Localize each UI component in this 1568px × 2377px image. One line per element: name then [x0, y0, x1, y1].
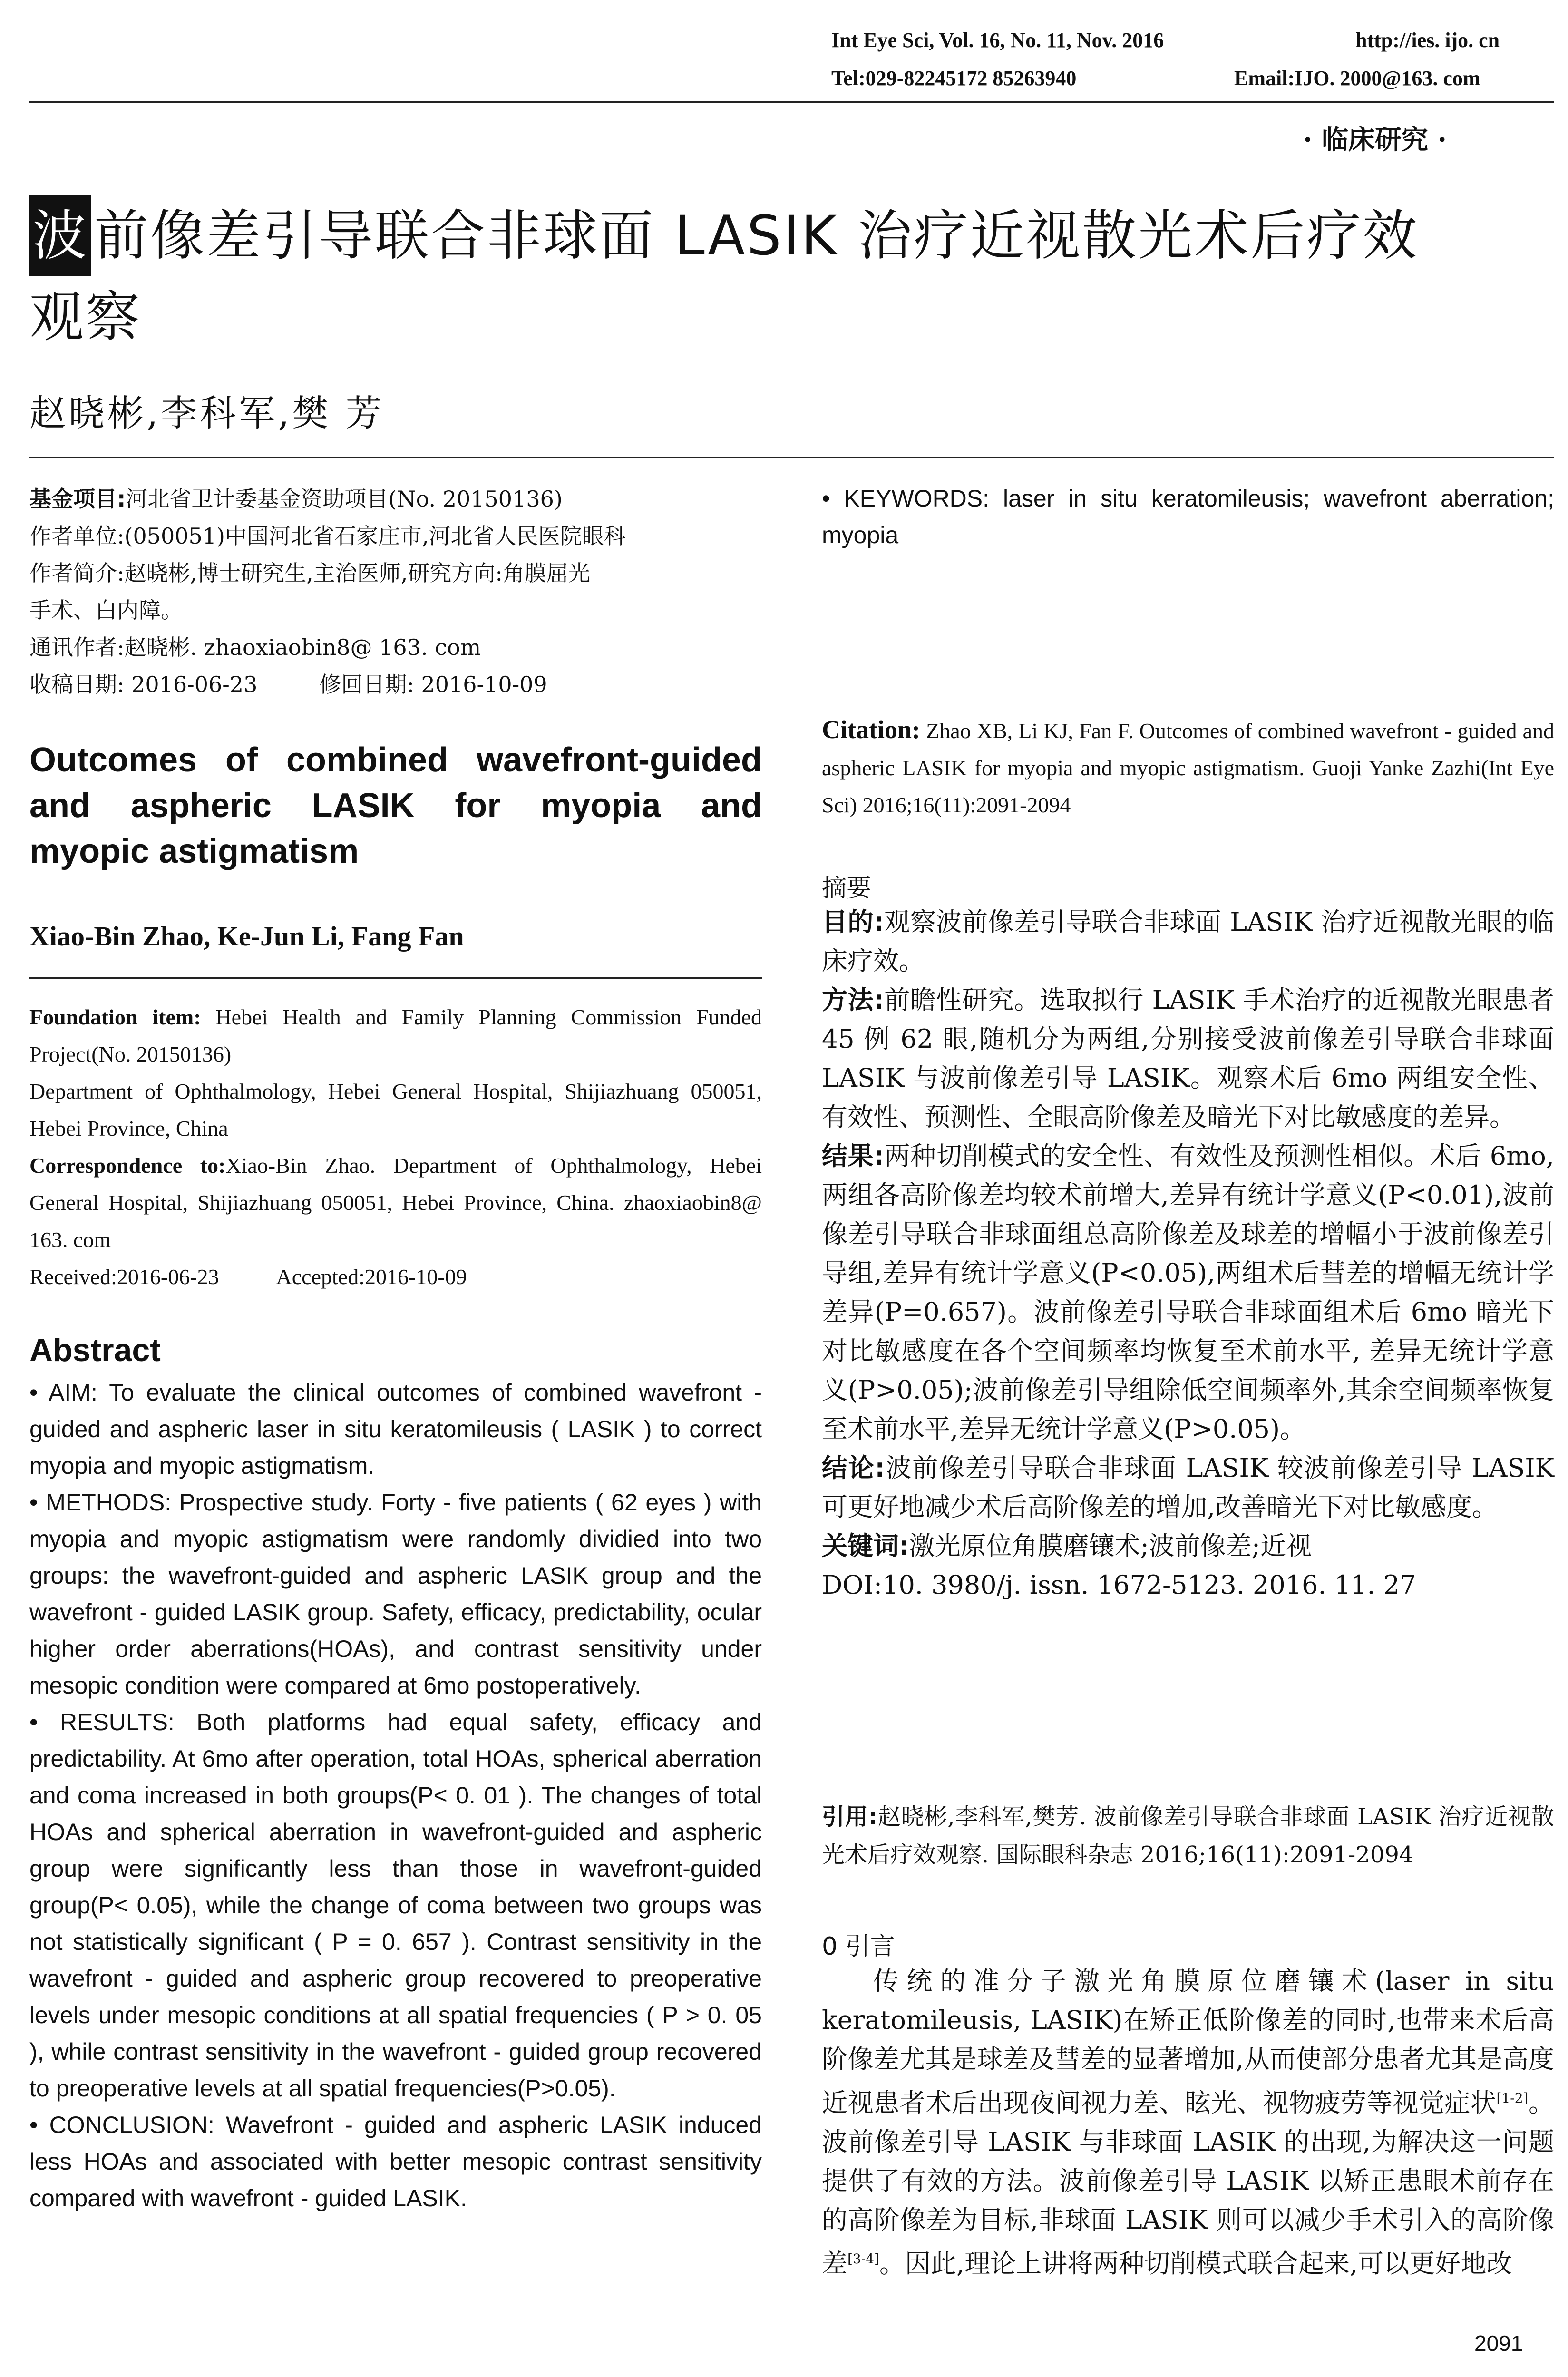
zh-methods-label: 方法:: [822, 985, 884, 1015]
zh-keywords: 激光原位角膜磨镶术;波前像差;近视: [909, 1531, 1312, 1561]
foundation-label: Foundation item:: [29, 1005, 201, 1029]
article-title: [29, 195, 1556, 358]
journal-url: http://ies. ijo. cn: [1355, 29, 1500, 52]
intro-heading: 0 引言: [822, 1932, 895, 1961]
department-text: Department of Ophthalmology, Hebei General Hospital, Shijiazhuang 050051, Hebei Province, China: [29, 1079, 762, 1140]
english-title-line3: myopic astigmatism: [29, 832, 359, 870]
zh-citation-label: 引用:: [822, 1803, 877, 1830]
abstract-methods: • METHODS: Prospective study. Forty - five patients ( 62 eyes ) with myopia and myopic astigmatism were randomly dividied into two groups: the wavefront-guided and aspheric LASIK group and the wavefront - guided LASIK group. Safety, efficacy, predictability, ocular higher order aberrations(HOAs), and contrast sensitivity under mesopic condition were compared at 6mo postoperatively.: [29, 1489, 762, 1699]
page-number: 2091: [1474, 2331, 1523, 2356]
fund-label: 基金项目:: [29, 486, 126, 512]
abstract-continued: [822, 480, 1554, 554]
meta-cn: [29, 480, 764, 703]
accepted-en: Accepted:2016-10-09: [276, 1265, 467, 1289]
authors-rule: [29, 977, 762, 979]
title-rule: [29, 457, 1554, 458]
zh-abstract-body: [822, 903, 1554, 1605]
fund-text: 河北省卫计委基金资助项目(No. 20150136): [126, 486, 563, 512]
journal-info: Int Eye Sci, Vol. 16, No. 11, Nov. 2016: [831, 29, 1164, 52]
abstract-keywords: • KEYWORDS: laser in situ keratomileusis; wavefront aberration; myopia: [822, 485, 1554, 548]
zh-abstract-heading: 摘要: [822, 874, 872, 903]
zh-methods: 前瞻性研究。选取拟行 LASIK 手术治疗的近视散光眼患者 45 例 62 眼,随机分为两组,分别接受波前像差引导联合非球面 LASIK 与波前像差引导 LASIK。观察术后 6mo 两组安全性、有效性、预测性、全眼高阶像差及暗光下对比敏感度的差异。: [822, 985, 1554, 1132]
authors-en: Xiao-Bin Zhao, Ke-Jun Li, Fang Fan: [29, 921, 464, 952]
revised-cn: 修回日期: 2016-10-09: [319, 672, 547, 697]
correspondence-text: Xiao-Bin Zhao. Department of Ophthalmology, Hebei General Hospital, Shijiazhuang 050051, Hebei Province, China. zhaoxiaobin8@ 163. com: [29, 1153, 762, 1252]
english-title-line2: and aspheric LASIK for myopia and: [29, 787, 762, 825]
section-label: · 临床研究 ·: [1303, 124, 1447, 156]
foundation-text: Hebei Health and Family Planning Commission Funded Project(No. 20150136): [29, 1005, 762, 1066]
journal-email: Email:IJO. 2000@163. com: [1234, 67, 1480, 90]
zh-aim-label: 目的:: [822, 907, 884, 937]
unit-text: 作者单位:(050051)中国河北省石家庄市,河北省人民医院眼科: [29, 523, 626, 549]
citation-label: Citation:: [822, 715, 920, 744]
title-first-char: 波: [29, 195, 91, 276]
citation-text: Zhao XB, Li KJ, Fan F. Outcomes of combined wavefront - guided and aspheric LASIK for myopia and myopic astigmatism. Guoji Yanke Zazhi(Int Eye Sci) 2016;16(11):2091-2094: [822, 719, 1554, 817]
abstract-aim: • AIM: To evaluate the clinical outcomes of combined wavefront - guided and aspheric laser in situ keratomileusis ( LASIK ) to correct myopia and myopic astigmatism.: [29, 1379, 762, 1479]
zh-results-label: 结果:: [822, 1141, 884, 1171]
zh-citation-text: 赵晓彬,李科军,樊芳. 波前像差引导联合非球面 LASIK 治疗近视散光术后疗效观察. 国际眼科杂志 2016;16(11):2091-2094: [822, 1803, 1554, 1868]
intro-paragraph: [822, 1962, 1554, 2283]
corr-text: 通讯作者:赵晓彬. zhaoxiaobin8@ 163. com: [29, 634, 481, 660]
zh-doi: DOI:10. 3980/j. issn. 1672-5123. 2016. 11. 27: [822, 1570, 1416, 1600]
header-rule: [29, 101, 1554, 103]
intro-text-2: 。波前像差引导 LASIK 与非球面 LASIK 的出现,为解决这一问题提供了有效的方法。波前像差引导 LASIK 以矫正患眼术前存在的高阶像差为目标,非球面 LASIK 则可以减少手术引入的高阶像差: [822, 2088, 1555, 2279]
english-title-line1: Outcomes of combined wavefront-guided: [29, 741, 762, 779]
received-en: Received:2016-06-23: [29, 1265, 219, 1289]
correspondence-label: Correspondence to:: [29, 1153, 226, 1178]
intro-ref-1: [1-2]: [1496, 2090, 1529, 2106]
bio-text-2: 手术、白内障。: [29, 597, 183, 623]
received-cn: 收稿日期: 2016-06-23: [29, 672, 258, 697]
english-title: [29, 737, 762, 874]
zh-conclusion: 波前像差引导联合非球面 LASIK 较波前像差引导 LASIK 可更好地减少术后高阶像差的增加,改善暗光下对比敏感度。: [822, 1453, 1554, 1522]
intro-text-1: 传统的准分子激光角膜原位磨镶术(laser in situ keratomileusis, LASIK)在矫正低阶像差的同时,也带来术后高阶像差尤其是球差及彗差的显著增加,从而使部分患者尤其是高度近视患者术后出现夜间视力差、眩光、视物疲劳等视觉症状: [822, 1966, 1554, 2118]
abstract-heading: Abstract: [29, 1332, 161, 1368]
foundation-block: [29, 999, 762, 1296]
zh-conclusion-label: 结论:: [822, 1453, 885, 1483]
intro-text-3: 。因此,理论上讲将两种切削模式联合起来,可以更好地改: [879, 2249, 1512, 2279]
citation-block: [822, 711, 1554, 824]
zh-results: 两种切削模式的安全性、有效性及预测性相似。术后 6mo,两组各高阶像差均较术前增大,差异有统计学意义(P<0.01),波前像差引导联合非球面组总高阶像差及球差的增幅小于波前像差引导组,差异有统计学意义(P<0.05),两组术后彗差的增幅无统计学差异(P=0.657)。波前像差引导联合非球面组术后 6mo 暗光下对比敏感度在各个空间频率均恢复至术前水平, 差异无统计学意义(P>0.05);波前像差引导组除低空间频率外,其余空间频率恢复至术前水平,差异无统计学意义(P>0.05)。: [822, 1141, 1554, 1444]
zh-aim: 观察波前像差引导联合非球面 LASIK 治疗近视散光眼的临床疗效。: [822, 907, 1554, 976]
intro-ref-2: [3-4]: [847, 2251, 879, 2267]
abstract-body: [29, 1374, 762, 2217]
title-line1: 前像差引导联合非球面 LASIK 治疗近视散光术后疗效: [94, 204, 1419, 267]
journal-tel: Tel:029-82245172 85263940: [831, 67, 1077, 90]
abstract-results: • RESULTS: Both platforms had equal safety, efficacy and predictability. At 6mo after operation, total HOAs, spherical aberration and coma increased in both groups(P< 0. 01 ). The changes of total HOAs and spherical aberration in wavefront-guided and aspheric group were significantly less than those in wavefront-guided group(P< 0.05), while the change of coma between two groups was not statistically significant ( P = 0. 657 ). Contrast sensitivity in the wavefront - guided and aspheric group recovered to preoperative levels under mesopic conditions at all spatial frequencies ( P > 0. 05 ), while contrast sensitivity in the wavefront - guided group recovered to preoperative levels at all spatial frequencies(P>0.05).: [29, 1709, 762, 2102]
zh-citation-block: [822, 1798, 1554, 1874]
title-line2: 观察: [29, 285, 142, 349]
bio-text-1: 作者简介:赵晓彬,博士研究生,主治医师,研究方向:角膜屈光: [29, 560, 590, 586]
zh-keywords-label: 关键词:: [822, 1531, 909, 1561]
abstract-conclusion: • CONCLUSION: Wavefront - guided and aspheric LASIK induced less HOAs and associated with better mesopic contrast sensitivity compared with wavefront - guided LASIK.: [29, 2112, 762, 2211]
authors-cn: 赵晓彬,李科军,樊 芳: [29, 392, 385, 434]
